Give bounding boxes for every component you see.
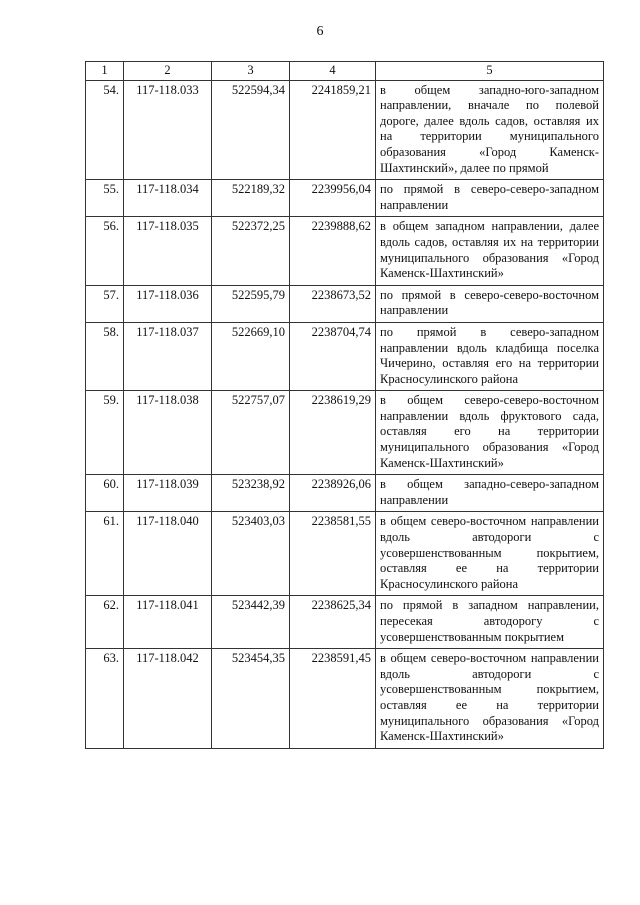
- point-code: 117-118.036: [124, 285, 212, 322]
- header-cell: 1: [86, 62, 124, 81]
- header-cell: 5: [376, 62, 604, 81]
- coordinate-y: 2238581,55: [290, 512, 376, 596]
- point-code: 117-118.039: [124, 475, 212, 512]
- point-code: 117-118.034: [124, 180, 212, 217]
- row-number: 61.: [86, 512, 124, 596]
- coordinate-y: 2238625,34: [290, 596, 376, 649]
- coordinate-x: 522594,34: [212, 80, 290, 180]
- segment-description: по прямой в северо-северо-западном направлении: [376, 180, 604, 217]
- point-code: 117-118.037: [124, 322, 212, 390]
- segment-description: по прямой в западном направлении, пересекая автодорогу с усовершенствованным покрытием: [376, 596, 604, 649]
- coordinate-y: 2238926,06: [290, 475, 376, 512]
- row-number: 56.: [86, 217, 124, 285]
- coordinate-x: 522372,25: [212, 217, 290, 285]
- row-number: 60.: [86, 475, 124, 512]
- coordinate-x: 523442,39: [212, 596, 290, 649]
- table-row: [86, 180, 604, 217]
- coordinate-y: 2239956,04: [290, 180, 376, 217]
- coordinate-y: 2238591,45: [290, 649, 376, 749]
- segment-description: в общем западном направлении, далее вдоль садов, оставляя их на территории муниципального образования «Город Каменск-Шахтинский»: [376, 217, 604, 285]
- table-row: [86, 596, 604, 649]
- coordinate-x: 523454,35: [212, 649, 290, 749]
- segment-description: по прямой в северо-западном направлении вдоль кладбища поселка Чичерино, оставляя его на территории Красносулинского района: [376, 322, 604, 390]
- point-code: 117-118.038: [124, 391, 212, 475]
- row-number: 62.: [86, 596, 124, 649]
- segment-description: в общем северо-восточном направлении вдоль автодороги с усовершенствованным покрытием, оставляя ее на территории муниципального образования «Город Каменск-Шахтинский»: [376, 649, 604, 749]
- table-row: [86, 391, 604, 475]
- header-cell: 3: [212, 62, 290, 81]
- row-number: 59.: [86, 391, 124, 475]
- row-number: 57.: [86, 285, 124, 322]
- segment-description: в общем северо-северо-восточном направлении вдоль фруктового сада, оставляя его на территории муниципального образования «Город Каменск-Шахтинский»: [376, 391, 604, 475]
- table-row: [86, 512, 604, 596]
- table-row: [86, 649, 604, 749]
- coordinate-x: 522189,32: [212, 180, 290, 217]
- segment-description: в общем северо-восточном направлении вдоль автодороги с усовершенствованным покрытием, оставляя ее на территории Красносулинского района: [376, 512, 604, 596]
- coordinate-x: 523403,03: [212, 512, 290, 596]
- coordinate-x: 523238,92: [212, 475, 290, 512]
- row-number: 63.: [86, 649, 124, 749]
- point-code: 117-118.033: [124, 80, 212, 180]
- table-header-row: [86, 62, 604, 81]
- coordinate-x: 522669,10: [212, 322, 290, 390]
- coordinate-x: 522757,07: [212, 391, 290, 475]
- row-number: 55.: [86, 180, 124, 217]
- page-number: 6: [316, 24, 324, 39]
- header-cell: 2: [124, 62, 212, 81]
- coordinate-y: 2239888,62: [290, 217, 376, 285]
- coordinate-y: 2241859,21: [290, 80, 376, 180]
- row-number: 58.: [86, 322, 124, 390]
- coordinate-y: 2238704,74: [290, 322, 376, 390]
- point-code: 117-118.041: [124, 596, 212, 649]
- table-row: [86, 322, 604, 390]
- table-row: [86, 80, 604, 180]
- point-code: 117-118.040: [124, 512, 212, 596]
- point-code: 117-118.035: [124, 217, 212, 285]
- header-cell: 4: [290, 62, 376, 81]
- table-row: [86, 285, 604, 322]
- table-row: [86, 217, 604, 285]
- coordinate-y: 2238619,29: [290, 391, 376, 475]
- coordinate-y: 2238673,52: [290, 285, 376, 322]
- coordinate-x: 522595,79: [212, 285, 290, 322]
- table-row: [86, 475, 604, 512]
- row-number: 54.: [86, 80, 124, 180]
- segment-description: в общем западно-северо-западном направлении: [376, 475, 604, 512]
- point-code: 117-118.042: [124, 649, 212, 749]
- boundary-points-table: [85, 61, 604, 749]
- segment-description: по прямой в северо-северо-восточном направлении: [376, 285, 604, 322]
- segment-description: в общем западно-юго-западном направлении, вначале по полевой дороге, далее вдоль садов, оставляя их на территории муниципального образования «Город Каменск-Шахтинский», далее по прямой: [376, 80, 604, 180]
